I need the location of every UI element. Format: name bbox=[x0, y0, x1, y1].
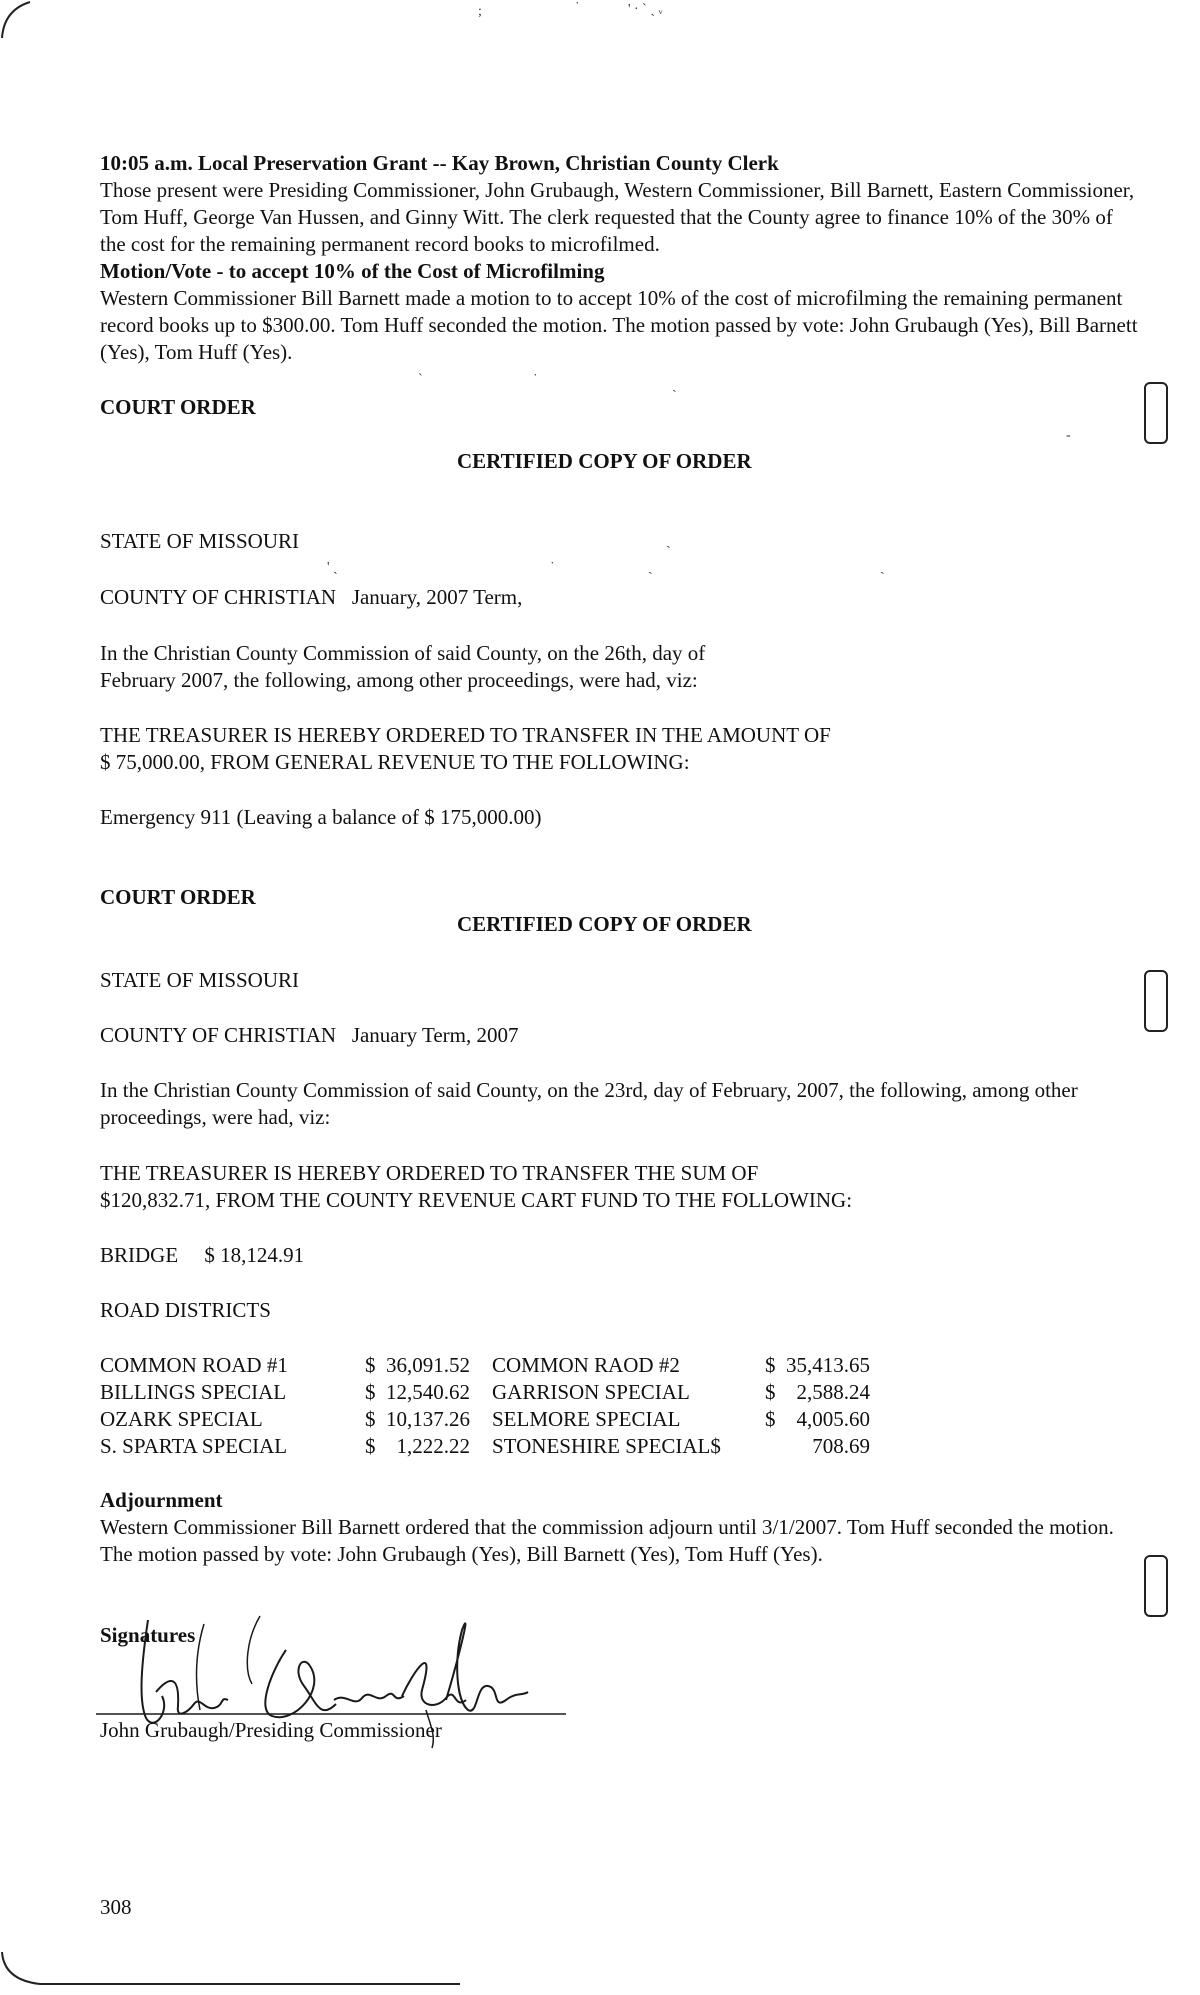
district-name: COMMON RAOD #2 bbox=[492, 1353, 680, 1377]
treasurer-order-line: $120,832.71, FROM THE COUNTY REVENUE CART FUND TO THE FOLLOWING: bbox=[100, 1188, 853, 1212]
district-name: COMMON ROAD #1 bbox=[100, 1353, 288, 1377]
court-order-heading: COURT ORDER bbox=[100, 395, 256, 419]
court-order-heading: COURT ORDER bbox=[100, 885, 256, 909]
district-amount: $ 36,091.52 bbox=[365, 1353, 470, 1377]
motion-paragraph: Western Commissioner Bill Barnett made a motion to to accept 10% of the cost of microfilming the remaining permanent record books up to $300.00. Tom Huff seconded the motion. The motion passed by vote: John Grubaugh (Yes), Bill Barnett (Yes), Tom Huff (Yes). bbox=[100, 286, 1138, 364]
punch-hole-icon bbox=[1144, 970, 1168, 1032]
district-name: S. SPARTA SPECIAL bbox=[100, 1434, 288, 1458]
adjournment-section bbox=[100, 1487, 1140, 1568]
meeting-title: 10:05 a.m. Local Preservation Grant -- Kay Brown, Christian County Clerk bbox=[100, 151, 779, 175]
motion-title: Motion/Vote - to accept 10% of the Cost of Microfilming bbox=[100, 259, 605, 283]
county-line: COUNTY OF CHRISTIAN January, 2007 Term, bbox=[100, 585, 523, 609]
scan-speck: ˋ bbox=[418, 372, 423, 387]
meeting-section bbox=[100, 150, 1140, 366]
scan-speck: ' · ˋ ˎ ᵥ bbox=[628, 2, 663, 17]
signatures-heading: Signatures bbox=[100, 1623, 196, 1647]
district-amount: $ 12,540.62 bbox=[365, 1380, 470, 1404]
table-row bbox=[100, 1379, 870, 1406]
table-row bbox=[100, 1406, 870, 1433]
proceedings-line: In the Christian County Commission of said County, on the 26th, day of bbox=[100, 641, 706, 665]
certified-copy-heading: CERTIFIED COPY OF ORDER bbox=[457, 449, 752, 473]
attendance-paragraph: Those present were Presiding Commissioner, John Grubaugh, Western Commissioner, Bill Barnett, Eastern Commissioner, Tom Huff, George Van Hussen, and Ginny Witt. The clerk requested that the County agree to finance 10% of the 30% of the cost for the remaining permanent record books to microfilmed. bbox=[100, 178, 1135, 256]
scan-corner-top-left-icon bbox=[0, 0, 40, 40]
adjournment-title: Adjournment bbox=[100, 1488, 223, 1512]
district-amount: $ 4,005.60 bbox=[765, 1407, 870, 1431]
treasurer-order-line: $ 75,000.00, FROM GENERAL REVENUE TO THE FOLLOWING: bbox=[100, 750, 690, 774]
proceedings-line: February 2007, the following, among other proceedings, were had, viz: bbox=[100, 668, 698, 692]
district-amount: $ 10,137.26 bbox=[365, 1407, 470, 1431]
treasurer-order-line: THE TREASURER IS HEREBY ORDERED TO TRANSFER THE SUM OF bbox=[100, 1161, 759, 1185]
emergency-line: Emergency 911 (Leaving a balance of $ 175,000.00) bbox=[100, 805, 542, 829]
district-name: OZARK SPECIAL bbox=[100, 1407, 263, 1431]
page-number: 308 bbox=[100, 1895, 132, 1919]
district-amount: $ 35,413.65 bbox=[765, 1353, 870, 1377]
scan-speck: ' ˎ bbox=[327, 560, 338, 575]
district-amount: $ 2,588.24 bbox=[765, 1380, 870, 1404]
scan-speck: ˙ bbox=[550, 560, 555, 575]
certified-copy-heading: CERTIFIED COPY OF ORDER bbox=[457, 912, 752, 936]
state-line: STATE OF MISSOURI bbox=[100, 968, 300, 992]
scan-speck: ˎ bbox=[666, 534, 671, 549]
district-name: BILLINGS SPECIAL bbox=[100, 1380, 287, 1404]
county-line: COUNTY OF CHRISTIAN January Term, 2007 bbox=[100, 1023, 519, 1047]
adjournment-paragraph: Western Commissioner Bill Barnett ordered that the commission adjourn until 3/1/2007. Tom Huff seconded the motion. The motion passed by vote: John Grubaugh (Yes), Bill Barnett (Yes), Tom Huff (Yes). bbox=[100, 1515, 1114, 1566]
table-row bbox=[100, 1433, 870, 1460]
proceedings-paragraph: In the Christian County Commission of said County, on the 23rd, day of February, 2007, the following, among other proceedings, were had, viz: bbox=[100, 1078, 1078, 1129]
district-name: SELMORE SPECIAL bbox=[492, 1407, 681, 1431]
scan-speck: ˙ bbox=[533, 372, 538, 387]
scan-speck: ˎ bbox=[672, 378, 677, 393]
scan-speck: ˏ bbox=[648, 560, 653, 575]
district-amount: 708.69 bbox=[812, 1434, 870, 1458]
table-row bbox=[100, 1352, 870, 1379]
district-name: GARRISON SPECIAL bbox=[492, 1380, 690, 1404]
scan-speck: - bbox=[1066, 428, 1071, 443]
scan-speck: ˙ bbox=[575, 0, 580, 15]
bridge-line: BRIDGE $ 18,124.91 bbox=[100, 1243, 305, 1267]
road-districts-heading: ROAD DISTRICTS bbox=[100, 1298, 271, 1322]
district-name: STONESHIRE SPECIAL$ bbox=[492, 1434, 721, 1458]
punch-hole-icon bbox=[1144, 382, 1168, 444]
treasurer-order-line: THE TREASURER IS HEREBY ORDERED TO TRANSFER IN THE AMOUNT OF bbox=[100, 723, 831, 747]
punch-hole-icon bbox=[1144, 1555, 1168, 1617]
scan-speck: ˎ bbox=[880, 560, 885, 575]
scan-speck: ; bbox=[478, 4, 482, 19]
signer-name: John Grubaugh/Presiding Commissioner bbox=[100, 1718, 442, 1742]
district-amount: $ 1,222.22 bbox=[365, 1434, 470, 1458]
road-districts-table bbox=[100, 1352, 870, 1460]
scan-corner-bottom-left-icon bbox=[0, 1950, 1200, 1995]
state-line: STATE OF MISSOURI bbox=[100, 529, 300, 553]
